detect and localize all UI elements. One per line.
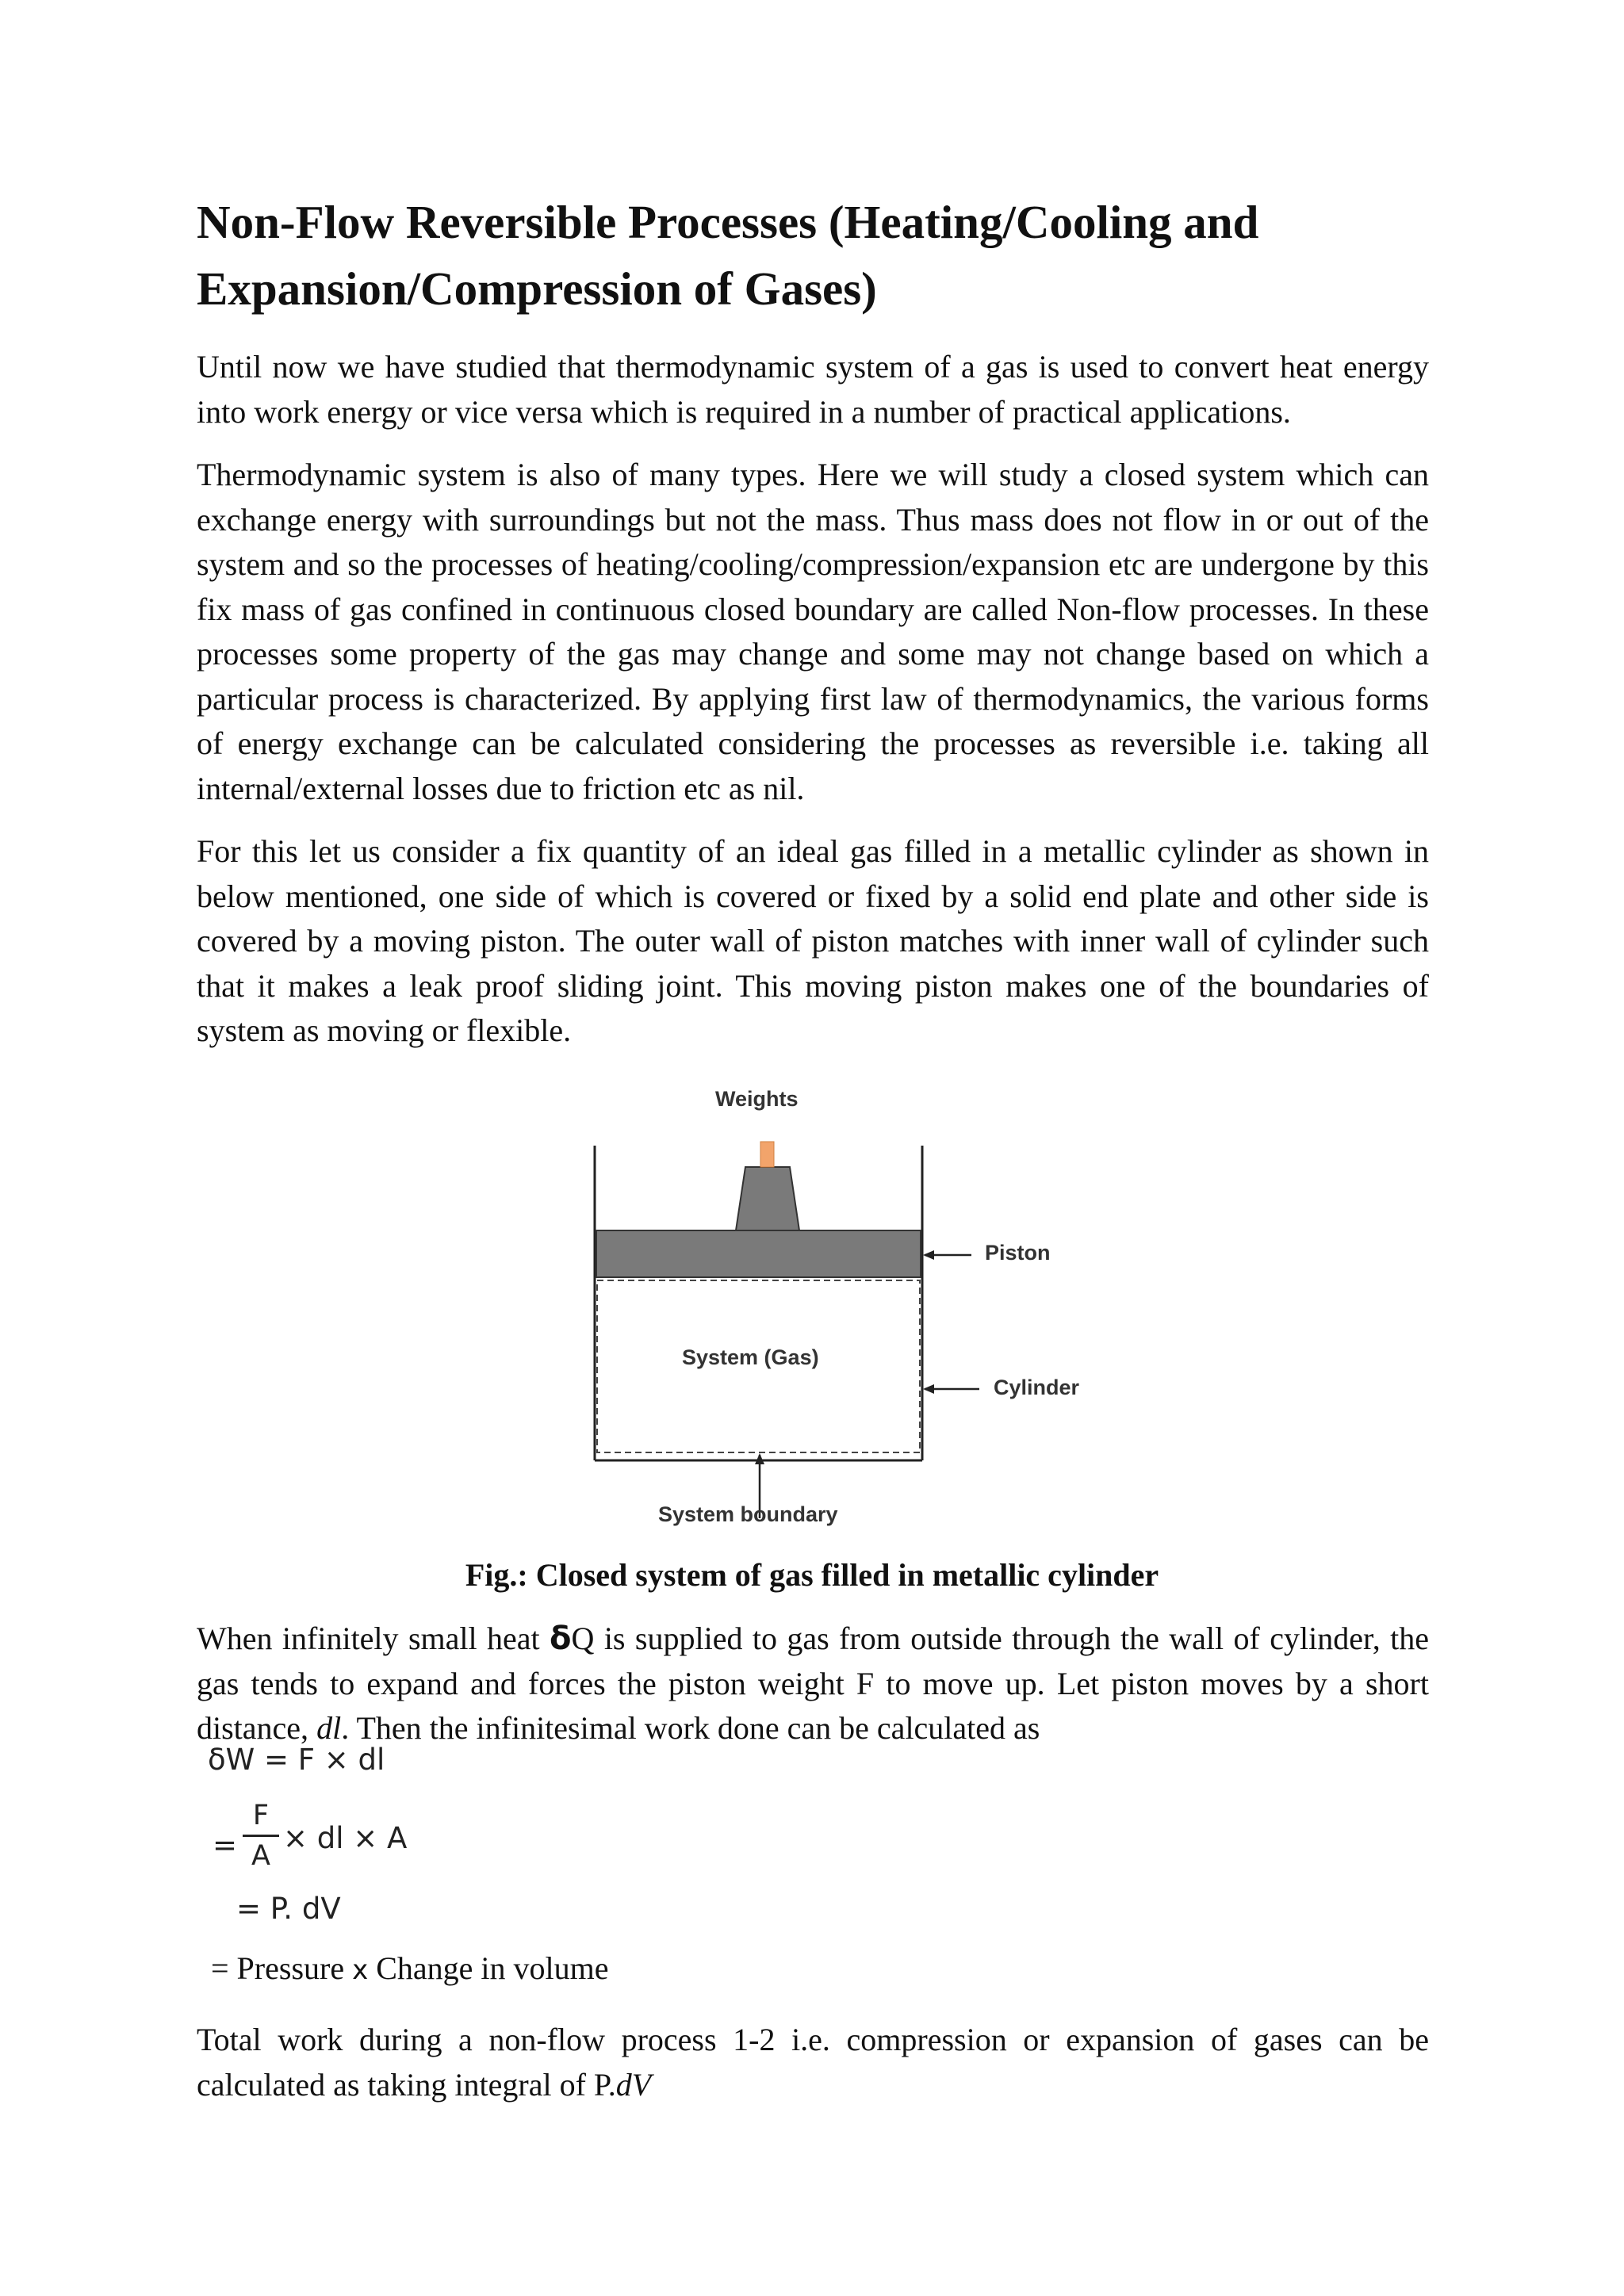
label-piston: Piston bbox=[985, 1241, 1051, 1265]
times-symbol: x bbox=[352, 1954, 369, 1986]
label-system-boundary: System boundary bbox=[658, 1502, 838, 1526]
p5-dv: dV bbox=[615, 2066, 652, 2103]
paragraph-heat-supplied bbox=[197, 1617, 1429, 1751]
fraction-f-over-a bbox=[243, 1798, 279, 1873]
label-system-gas: System (Gas) bbox=[682, 1345, 819, 1369]
paragraph-cylinder-setup: For this let us consider a fix quantity of an ideal gas filled in a metallic cylinder as shown in below mentioned, one side of which is covered or fixed by a solid end plate and other side is covered by a moving piston. The outer wall of piston matches with inner wall of cylinder such that it makes a leak proof sliding joint. This moving piston makes one of the boundaries of system as moving or flexible. bbox=[197, 833, 1429, 1048]
result-part-a: = Pressure bbox=[211, 1950, 353, 1986]
equation-equals: = bbox=[213, 1828, 238, 1862]
label-cylinder: Cylinder bbox=[994, 1376, 1080, 1399]
paragraph-intro: Until now we have studied that thermodynamic system of a gas is used to convert heat energy into work energy or vice versa which is required in a number of practical applications. bbox=[197, 349, 1429, 430]
weight-knob bbox=[760, 1142, 774, 1167]
equation-p-dv: = P. dV bbox=[236, 1892, 341, 1926]
piston-arrowhead bbox=[923, 1250, 934, 1260]
p5-part-a: Total work during a non-flow process 1-2 i.e. compression or expansion of gases can be calculated as taking integral of P. bbox=[197, 2022, 1429, 2103]
boundary-arrowhead bbox=[755, 1453, 764, 1464]
p4-dl: dl bbox=[316, 1710, 342, 1746]
label-weights: Weights bbox=[715, 1087, 799, 1111]
cylinder-diagram bbox=[555, 1074, 1126, 1542]
fraction-bar bbox=[243, 1835, 279, 1837]
p4-part-b: Q is supplied to gas from outside through the wall of cylinder, the gas tends to expand and forces the piston weight F to move up. Let piston moves by a short distance, bbox=[197, 1621, 1430, 1746]
fraction-numerator: F bbox=[252, 1800, 270, 1831]
piston-shape bbox=[596, 1230, 921, 1277]
equation-work: δW = F × dl bbox=[208, 1743, 385, 1777]
paragraph-total-work bbox=[197, 2018, 1429, 2107]
p4-part-a: When infinitely small heat bbox=[197, 1621, 550, 1656]
paragraph-closed-system: Thermodynamic system is also of many types. Here we will study a closed system which can exchange energy with surroundings but not the mass. Thus mass does not flow in or out of the system and so the processes of heating/cooling/compression/expansion etc are undergone by this fix mass of gas confined in continuous closed boundary are called Non-flow processes. In these processes some property of the gas may change and some may not change based on which a particular process is characterized. By applying first law of thermodynamics, the various forms of energy exchange can be calculated considering the processes as reversible i.e. taking all internal/external losses due to friction etc as nil. bbox=[197, 457, 1429, 806]
weight-shape bbox=[736, 1167, 799, 1230]
equation-times-dl-a: × dl × A bbox=[283, 1821, 408, 1855]
delta-symbol: δ bbox=[550, 1621, 572, 1657]
p4-part-c: . Then the infinitesimal work done can be calculated as bbox=[341, 1710, 1040, 1746]
pressure-volume-line bbox=[211, 1950, 609, 1987]
figure-caption: Fig.: Closed system of gas filled in metallic cylinder bbox=[465, 1557, 1159, 1593]
page-title: Non-Flow Reversible Processes (Heating/Cooling and Expansion/Compression of Gases) bbox=[197, 196, 1259, 315]
cylinder-arrowhead bbox=[923, 1384, 934, 1394]
result-part-b: Change in volume bbox=[368, 1950, 609, 1986]
fraction-denominator: A bbox=[251, 1840, 270, 1872]
cylinder-figure bbox=[555, 1074, 1126, 1542]
